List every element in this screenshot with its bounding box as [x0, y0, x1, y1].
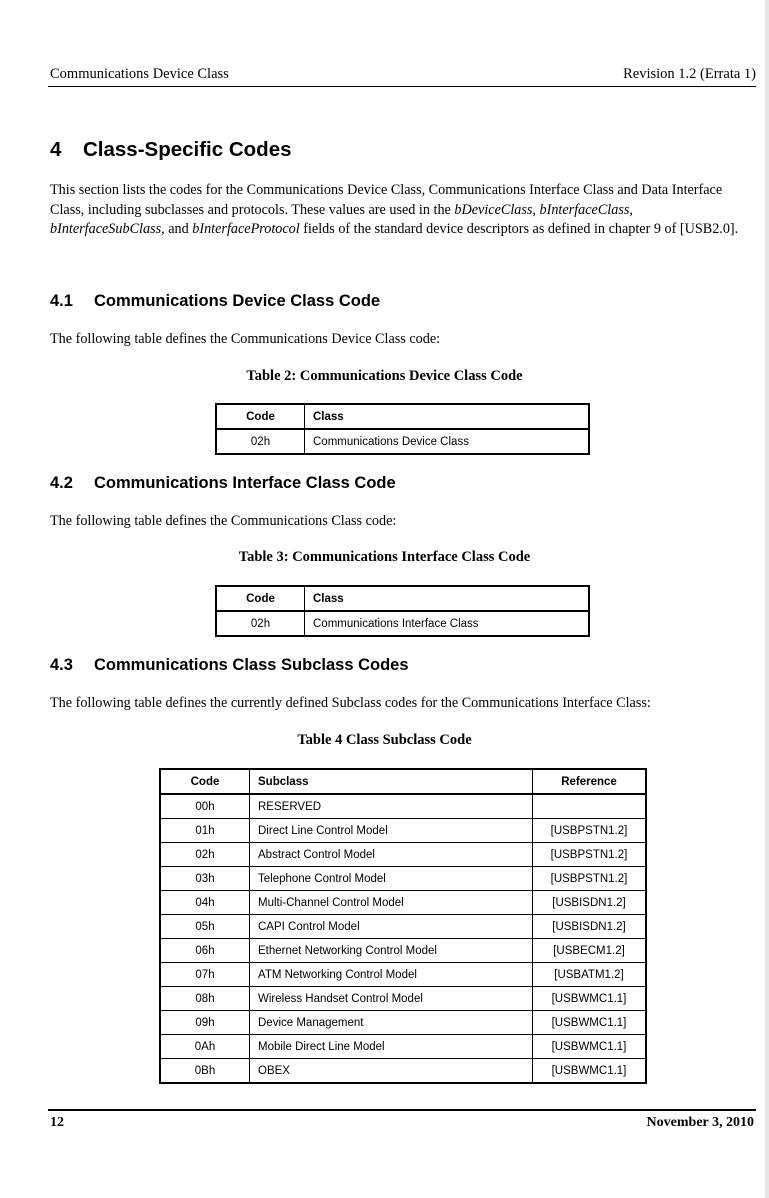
table-row: [160, 963, 646, 987]
cell-reference: [USBWMC1.1]: [533, 1011, 647, 1035]
section-4-2-intro: The following table defines the Communications Class code:: [50, 513, 397, 529]
cell-subclass: Telephone Control Model: [250, 867, 533, 891]
table-header-row: [216, 404, 589, 429]
section-4-heading: [50, 138, 292, 162]
intro-sep-2: ,: [629, 201, 633, 218]
table-row: [160, 987, 646, 1011]
field-binterfacesubclass: bInterfaceSubClass: [50, 221, 162, 238]
cell-code: 06h: [160, 939, 250, 963]
table-row: [160, 843, 646, 867]
cell-code: 03h: [160, 867, 250, 891]
section-4-2-heading: [50, 474, 396, 493]
section-4-1-intro: The following table defines the Communications Device Class code:: [50, 331, 441, 347]
cell-code: 02h: [216, 611, 305, 636]
cell-code: 0Ah: [160, 1035, 250, 1059]
cell-subclass: Ethernet Networking Control Model: [250, 939, 533, 963]
cell-subclass: RESERVED: [250, 794, 533, 819]
cell-reference: [USBISDN1.2]: [533, 891, 647, 915]
field-binterfaceprotocol: bInterfaceProtocol: [192, 221, 300, 238]
table-row: [160, 819, 646, 843]
section-4-number: 4: [50, 138, 62, 161]
cell-reference: [USBWMC1.1]: [533, 1035, 647, 1059]
cell-code: 02h: [216, 429, 305, 454]
cell-reference: [533, 794, 647, 819]
intro-text-2: fields of the standard device descriptors as defined in chapter 9 of [USB2.0].: [299, 221, 739, 238]
intro-text-1: This section lists the codes for the Communications Device Class, Communications Interface Class and Data Interface Class, including subclasses and protocols. These values are used in the: [50, 182, 723, 218]
section-4-intro: [50, 181, 750, 240]
section-4-1-number: 4.1: [50, 292, 73, 310]
header-title: Communications Device Class: [50, 66, 229, 82]
header-revision: Revision 1.2 (Errata 1): [623, 66, 756, 82]
field-bdeviceclass: bDeviceClass,: [454, 201, 536, 218]
table-row: [160, 891, 646, 915]
column-header-class: Class: [305, 404, 590, 429]
cell-code: 04h: [160, 891, 250, 915]
table-row: [216, 429, 589, 454]
section-4-3-heading: [50, 656, 409, 675]
table-row: [160, 867, 646, 891]
cell-code: 05h: [160, 915, 250, 939]
column-header-code: Code: [216, 586, 305, 611]
intro-sep-3: , and: [161, 221, 193, 238]
section-4-1-title: Communications Device Class Code: [94, 292, 381, 310]
cell-code: 02h: [160, 843, 250, 867]
table-row: [160, 1011, 646, 1035]
table-header-row: [160, 769, 646, 794]
table-3-caption: Table 3: Communications Interface Class Code: [238, 549, 531, 565]
column-header-subclass: Subclass: [250, 769, 533, 794]
footer-date: November 3, 2010: [646, 1115, 754, 1130]
cell-reference: [USBWMC1.1]: [533, 1059, 647, 1084]
cell-reference: [USBPSTN1.2]: [533, 867, 647, 891]
column-header-class: Class: [305, 586, 590, 611]
table-row: [216, 611, 589, 636]
section-4-title: Class-Specific Codes: [83, 138, 292, 161]
table-row: [160, 915, 646, 939]
cell-reference: [USBECM1.2]: [533, 939, 647, 963]
cell-reference: [USBATM1.2]: [533, 963, 647, 987]
table-3: [215, 585, 590, 637]
section-4-1-heading: [50, 292, 380, 311]
cell-code: 07h: [160, 963, 250, 987]
table-4-caption: Table 4 Class Subclass Code: [297, 732, 472, 748]
cell-code: 00h: [160, 794, 250, 819]
cell-subclass: ATM Networking Control Model: [250, 963, 533, 987]
cell-subclass: Wireless Handset Control Model: [250, 987, 533, 1011]
cell-subclass: Abstract Control Model: [250, 843, 533, 867]
column-header-code: Code: [160, 769, 250, 794]
cell-class: Communications Interface Class: [305, 611, 590, 636]
table-row: [160, 939, 646, 963]
section-4-3-intro: The following table defines the currently defined Subclass codes for the Communications Interface Class:: [50, 695, 651, 711]
section-4-3-title: Communications Class Subclass Codes: [94, 656, 409, 674]
cell-reference: [USBPSTN1.2]: [533, 819, 647, 843]
table-2-caption: Table 2: Communications Device Class Code: [246, 368, 523, 384]
cell-code: 08h: [160, 987, 250, 1011]
table-row: [160, 1035, 646, 1059]
cell-subclass: CAPI Control Model: [250, 915, 533, 939]
footer-rule: [48, 1109, 756, 1111]
cell-code: 0Bh: [160, 1059, 250, 1084]
table-2: [215, 403, 590, 455]
table-row: [160, 1059, 646, 1084]
field-binterfaceclass: bInterfaceClass: [539, 201, 630, 218]
section-4-3-number: 4.3: [50, 656, 73, 674]
cell-reference: [USBPSTN1.2]: [533, 843, 647, 867]
cell-subclass: Multi-Channel Control Model: [250, 891, 533, 915]
cell-class: Communications Device Class: [305, 429, 590, 454]
cell-subclass: OBEX: [250, 1059, 533, 1084]
page-number: 12: [50, 1115, 64, 1130]
running-header: [50, 66, 756, 86]
page-edge: [765, 0, 769, 1198]
cell-subclass: Mobile Direct Line Model: [250, 1035, 533, 1059]
table-row: [160, 794, 646, 819]
cell-code: 01h: [160, 819, 250, 843]
cell-code: 09h: [160, 1011, 250, 1035]
cell-reference: [USBISDN1.2]: [533, 915, 647, 939]
table-header-row: [216, 586, 589, 611]
section-4-2-title: Communications Interface Class Code: [94, 474, 396, 492]
cell-reference: [USBWMC1.1]: [533, 987, 647, 1011]
cell-subclass: Direct Line Control Model: [250, 819, 533, 843]
header-rule: [48, 86, 756, 87]
table-4: [159, 768, 647, 1084]
cell-subclass: Device Management: [250, 1011, 533, 1035]
column-header-code: Code: [216, 404, 305, 429]
column-header-reference: Reference: [533, 769, 647, 794]
section-4-2-number: 4.2: [50, 474, 73, 492]
